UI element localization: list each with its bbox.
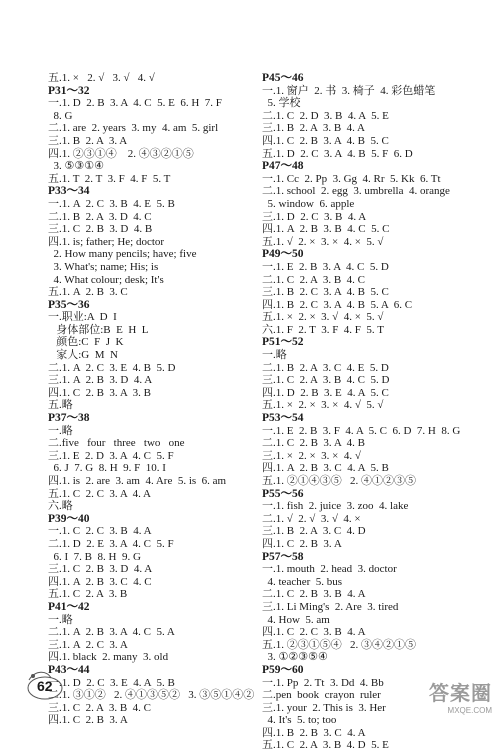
answer-line: 五.1. × 2. × 3. × 4. √ 5. √ <box>262 399 384 412</box>
page-range-heading: P49～50 <box>262 248 304 261</box>
answer-line: 一.略 <box>48 613 73 626</box>
answer-line: 一.1. A 2. C 3. B 4. E 5. B <box>48 197 175 210</box>
watermark-logo-text: 答案圈 <box>429 683 492 705</box>
answer-line: 四.1. A 2. B 3. B 4. C 5. C <box>262 223 390 236</box>
answer-line: 一.略 <box>48 424 73 437</box>
answer-line: 4. What colour; desk; It's <box>48 273 164 286</box>
answer-line: 四.1. C 2. C 3. B 4. A <box>262 626 366 639</box>
answer-line: 二.pen book crayon ruler <box>262 689 381 702</box>
answer-line: 二.1. A 2. C 3. E 4. B 5. D <box>48 361 176 374</box>
answer-line: 身体部位:B E H L <box>48 323 149 336</box>
answer-line: 一.1. E 2. B 3. A 4. C 5. D <box>262 260 389 273</box>
page-number: 62 <box>37 678 53 694</box>
answer-line: 一.1. Pp 2. Tt 3. Dd 4. Bb <box>262 676 384 689</box>
answer-line: 三.1. B 2. A 3. B 4. A <box>262 122 365 135</box>
right-answer-column <box>262 72 492 752</box>
page-range-heading: P31～32 <box>48 84 90 97</box>
answer-line: 二.1. C 2. A 3. B 4. C <box>262 273 365 286</box>
answer-line: 五.1. × 2. × 3. √ 4. × 5. √ <box>262 311 384 324</box>
answer-line: 四.1. C 2. B 3. A <box>48 714 128 727</box>
answer-line: 三.1. × 2. × 3. × 4. √ <box>262 449 361 462</box>
answer-line: 8. G <box>48 109 73 122</box>
page-range-heading: P47～48 <box>262 160 304 173</box>
answer-line: 二.1. C 2. B 3. B 4. A <box>262 588 366 601</box>
answer-line: 五.1. ②③①⑤④ 2. ③④②①⑤ <box>262 638 416 651</box>
answer-line: 三.1. E 2. D 3. A 4. C 5. F <box>48 449 174 462</box>
answer-line: 三.1. C 2. B 3. D 4. B <box>48 223 153 236</box>
answer-line: 三.1. A 2. C 3. A <box>48 638 128 651</box>
answer-line: 三.1. C 2. A 3. B 4. C <box>48 701 151 714</box>
answer-line: 二.1. C 2. D 3. B 4. A 5. E <box>262 109 389 122</box>
answer-line: 二.1. ③①② 2. ④①③⑤② 3. ③⑤①④② <box>48 689 255 702</box>
answer-line: 5. 学校 <box>262 97 301 110</box>
page-range-heading: P45～46 <box>262 72 304 84</box>
answer-line: 四.1. B 2. C 3. A 4. B 5. A 6. C <box>262 298 413 311</box>
answer-line: 三.1. C 2. A 3. B 4. C 5. D <box>262 374 390 387</box>
answer-line: 五.1. √ 2. × 3. × 4. × 5. √ <box>262 235 384 248</box>
answer-line: 四.1. is 2. are 3. am 4. Are 5. is 6. am <box>48 475 227 487</box>
answer-line: 五.1. ②①④③⑤ 2. ④①②③⑤ <box>262 475 416 487</box>
answer-line: 五.1. T 2. T 3. F 4. F 5. T <box>48 172 171 185</box>
answer-line: 颜色:C F J K <box>48 336 124 349</box>
answer-line: 4. teacher 5. bus <box>262 575 343 588</box>
page-range-heading: P39～40 <box>48 512 90 525</box>
answer-line: 四.1. C 2. B 3. A 3. B <box>48 386 151 399</box>
answer-line: 二.1. school 2. egg 3. umbrella 4. orange <box>262 185 450 198</box>
answer-line: 一.略 <box>262 349 287 362</box>
page-range-heading: P55～56 <box>262 487 304 500</box>
answer-line: 二.five four three two one <box>48 437 185 450</box>
page-range-heading: P51～52 <box>262 336 304 349</box>
answer-line: 三.1. A 2. B 3. D 4. A <box>48 374 153 387</box>
answer-line: 一.1. D 2. B 3. A 4. C 5. E 6. H 7. F <box>48 97 222 110</box>
answer-line: 五.1. × 2. √ 3. √ 4. √ <box>48 72 155 84</box>
answer-line: 四.1. ②③①④ 2. ④③②①⑤ <box>48 147 194 160</box>
page-range-heading: P59～60 <box>262 663 304 676</box>
answer-line: 一.1. mouth 2. head 3. doctor <box>262 563 397 576</box>
answer-line: 六.略 <box>48 500 73 513</box>
answer-line: 三.1. B 2. C 3. A 4. B 5. C <box>262 286 389 299</box>
answer-line: 二.1. √ 2. √ 3. √ 4. × <box>262 512 361 525</box>
answer-line: 五.略 <box>48 399 73 412</box>
page-range-heading: P41～42 <box>48 600 90 613</box>
answer-line: 二.1. are 2. years 3. my 4. am 5. girl <box>48 122 219 135</box>
left-answer-column <box>48 72 256 727</box>
answer-line: 一.1. E 2. B 3. F 4. A 5. C 6. D 7. H 8. G <box>262 424 461 437</box>
answer-line: 一.1. Cc 2. Pp 3. Gg 4. Rr 5. Kk 6. Tt <box>262 172 441 185</box>
page-range-heading: P43～44 <box>48 663 90 676</box>
answer-line: 一.1. fish 2. juice 3. zoo 4. lake <box>262 500 409 513</box>
answer-line: 五.1. C 2. A 3. B 4. D 5. E <box>262 739 389 752</box>
answer-line: 四.1. A 2. B 3. C 4. C <box>48 575 152 588</box>
answer-line: 三.1. C 2. B 3. D 4. A <box>48 563 153 576</box>
answer-line: 二.1. C 2. B 3. A 4. B <box>262 437 365 450</box>
page-range-heading: P37～38 <box>48 412 90 425</box>
page-range-heading: P53～54 <box>262 412 304 425</box>
answer-line: 一.1. 窗户 2. 书 3. 椅子 4. 彩色蜡笔 <box>262 84 436 97</box>
answer-line: 四.1. D 2. B 3. E 4. A 5. C <box>262 386 389 399</box>
answer-line: 三.1. Li Ming's 2. Are 3. tired <box>262 600 399 613</box>
answer-line: 5. window 6. apple <box>262 197 355 210</box>
watermark-url: MXQE.COM <box>447 706 492 715</box>
answer-line: 五.1. D 2. C 3. A 4. B 5. F 6. D <box>262 147 413 160</box>
answer-line: 三.1. D 2. C 3. B 4. A <box>262 210 367 223</box>
page-range-heading: P33～34 <box>48 185 90 198</box>
page-range-heading: P57～58 <box>262 550 304 563</box>
answer-line: 6. J 7. G 8. H 9. F 10. I <box>48 462 166 475</box>
answer-line: 二.1. B 2. A 3. C 4. E 5. D <box>262 361 389 374</box>
site-watermark <box>400 677 492 715</box>
answer-line: 三.1. B 2. A 3. C 4. D <box>262 525 366 538</box>
answer-line: 五.1. C 2. C 3. A 4. A <box>48 487 151 500</box>
answer-line: 四.1. C 2. B 3. A 4. B 5. C <box>262 134 389 147</box>
answer-line: 一.1. D 2. C 3. E 4. A 5. B <box>48 676 175 689</box>
answer-line: 4. It's 5. to; too <box>262 714 337 727</box>
answer-line: 五.1. C 2. A 3. B <box>48 588 128 601</box>
answer-line: 四.1. black 2. many 3. old <box>48 651 169 664</box>
answer-line: 家人:G M N <box>48 349 118 362</box>
answer-line: 四.1. B 2. B 3. C 4. A <box>262 726 366 739</box>
answer-line: 6. I 7. B 8. H 9. G <box>48 550 141 563</box>
answer-line: 二.1. B 2. A 3. D 4. C <box>48 210 152 223</box>
answer-line: 四.1. C 2. B 3. A <box>262 537 342 550</box>
answer-line: 三.1. your 2. This is 3. Her <box>262 701 386 714</box>
answer-line: 三.1. B 2. A 3. A <box>48 134 128 147</box>
answer-line: 二.1. D 2. E 3. A 4. C 5. F <box>48 537 174 550</box>
answer-line: 五.1. A 2. B 3. C <box>48 286 128 299</box>
page-range-heading: P35～36 <box>48 298 90 311</box>
answer-line: 四.1. A 2. B 3. C 4. A 5. B <box>262 462 389 475</box>
answer-line: 3. ①②③⑤④ <box>262 651 328 664</box>
answer-line: 六.1. F 2. T 3. F 4. F 5. T <box>262 323 384 336</box>
answer-line: 一.1. C 2. C 3. B 4. A <box>48 525 152 538</box>
answer-line: 3. ⑤③①④ <box>48 160 104 173</box>
answer-line: 四.1. is; father; He; doctor <box>48 235 165 248</box>
answer-line: 一.职业:A D I <box>48 311 117 324</box>
answer-line: 二.1. A 2. B 3. A 4. C 5. A <box>48 626 175 639</box>
answer-line: 2. How many pencils; have; five <box>48 248 197 261</box>
answer-line: 4. How 5. am <box>262 613 330 626</box>
page-number-badge <box>25 668 65 702</box>
answer-line: 3. What's; name; His; is <box>48 260 159 273</box>
